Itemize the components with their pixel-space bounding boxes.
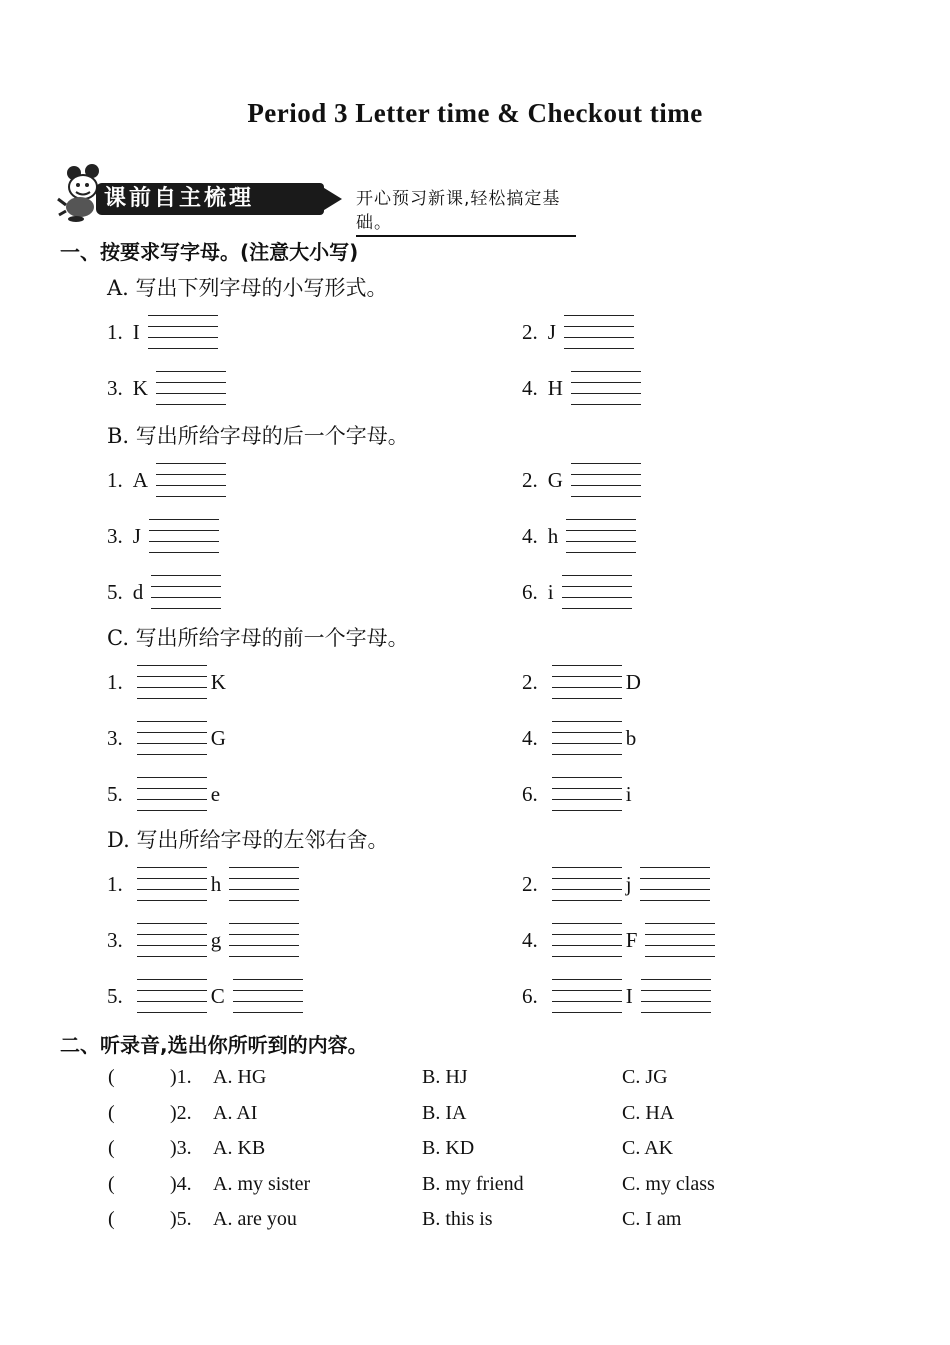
given-letter: H — [547, 375, 563, 400]
option-a: A. my sister — [213, 1172, 311, 1195]
letter-item — [107, 574, 225, 610]
letter-item — [522, 866, 714, 902]
item-number: 4. — [522, 927, 538, 952]
answer-blank[interactable]: ( — [108, 1208, 115, 1230]
given-letter: b — [625, 725, 637, 750]
option-b: B. KD — [422, 1137, 475, 1159]
answer-lines[interactable] — [137, 665, 207, 699]
listening-question — [108, 1169, 808, 1199]
part-instruction: A. 写出下列字母的小写形式。 — [107, 276, 388, 300]
option-b: B. IA — [422, 1101, 467, 1124]
banner-arrow — [316, 183, 342, 215]
letter-item — [522, 776, 636, 812]
item-number: 4. — [522, 725, 538, 750]
answer-blank[interactable]: ( — [108, 1137, 115, 1159]
answer-lines[interactable] — [571, 371, 641, 405]
answer-lines[interactable] — [233, 979, 303, 1013]
listening-question — [108, 1062, 808, 1092]
item-number: 3. — [107, 725, 123, 750]
option-a: A. AI — [213, 1101, 258, 1124]
given-letter: e — [210, 781, 221, 806]
listening-question — [108, 1133, 808, 1163]
letter-item — [522, 664, 645, 700]
option-c: C. AK — [622, 1137, 674, 1159]
option-a: A. KB — [213, 1137, 266, 1159]
item-number: 3. — [107, 375, 123, 400]
item-number: 1. — [107, 669, 123, 694]
letter-item — [107, 720, 230, 756]
item-number: 2. — [522, 871, 538, 896]
letter-item — [107, 370, 230, 406]
given-letter: G — [547, 467, 563, 492]
answer-lines[interactable] — [640, 867, 710, 901]
given-letter: I — [132, 319, 140, 344]
option-c: C. I am — [622, 1208, 682, 1230]
question-number: )1. — [170, 1066, 192, 1088]
listening-question — [108, 1098, 808, 1128]
question-number: )3. — [170, 1137, 192, 1159]
option-b: B. HJ — [422, 1066, 468, 1088]
item-number: 5. — [107, 781, 123, 806]
option-a: A. HG — [213, 1066, 267, 1088]
item-number: 2. — [522, 319, 538, 344]
question-number: )5. — [170, 1208, 192, 1230]
given-letter: j — [625, 871, 632, 896]
answer-lines[interactable] — [562, 575, 632, 609]
option-c: C. HA — [622, 1101, 675, 1124]
given-letter: G — [210, 725, 226, 750]
answer-blank[interactable]: ( — [108, 1172, 115, 1195]
given-letter: J — [132, 523, 141, 548]
option-a: A. are you — [213, 1208, 297, 1230]
given-letter: d — [132, 579, 144, 604]
letter-item — [522, 518, 640, 554]
item-number: 3. — [107, 523, 123, 548]
answer-lines[interactable] — [645, 923, 715, 957]
letter-item — [107, 518, 223, 554]
answer-lines[interactable] — [552, 979, 622, 1013]
letter-item — [522, 462, 645, 498]
given-letter: F — [625, 927, 638, 952]
item-number: 2. — [522, 669, 538, 694]
given-letter: K — [210, 669, 226, 694]
answer-lines[interactable] — [229, 923, 299, 957]
answer-lines[interactable] — [641, 979, 711, 1013]
item-number: 5. — [107, 983, 123, 1008]
letter-item — [107, 776, 224, 812]
section1-heading: 一、按要求写字母。(注意大小写) — [60, 240, 359, 264]
answer-lines[interactable] — [148, 315, 218, 349]
letter-item — [522, 922, 719, 958]
given-letter: h — [547, 523, 559, 548]
banner-tagline: 开心预习新课,轻松搞定基础。 — [356, 187, 576, 237]
given-letter: C — [210, 983, 225, 1008]
answer-lines[interactable] — [229, 867, 299, 901]
letter-item — [107, 462, 230, 498]
answer-lines[interactable] — [552, 867, 622, 901]
answer-lines[interactable] — [571, 463, 641, 497]
letter-item — [522, 314, 638, 350]
item-number: 1. — [107, 871, 123, 896]
answer-lines[interactable] — [552, 777, 622, 811]
letter-item — [522, 720, 640, 756]
item-number: 1. — [107, 319, 123, 344]
option-c: C. my class — [622, 1172, 715, 1195]
answer-lines[interactable] — [566, 519, 636, 553]
letter-item — [107, 664, 230, 700]
answer-blank[interactable]: ( — [108, 1101, 115, 1124]
answer-lines[interactable] — [552, 923, 622, 957]
answer-lines[interactable] — [552, 665, 622, 699]
given-letter: I — [625, 983, 633, 1008]
item-number: 5. — [107, 579, 123, 604]
answer-lines[interactable] — [137, 867, 207, 901]
item-number: 4. — [522, 375, 538, 400]
given-letter: h — [210, 871, 222, 896]
question-number: )2. — [170, 1101, 192, 1124]
given-letter: J — [547, 319, 556, 344]
answer-lines[interactable] — [137, 777, 207, 811]
given-letter: g — [210, 927, 222, 952]
item-number: 6. — [522, 781, 538, 806]
part-instruction: D. 写出所给字母的左邻右舍。 — [107, 828, 389, 852]
option-b: B. this is — [422, 1208, 493, 1230]
item-number: 2. — [522, 467, 538, 492]
part-instruction: C. 写出所给字母的前一个字母。 — [107, 626, 409, 650]
page-title: Period 3 Letter time & Checkout time — [247, 98, 703, 128]
given-letter: D — [625, 669, 641, 694]
answer-lines[interactable] — [564, 315, 634, 349]
letter-item — [107, 314, 222, 350]
item-number: 6. — [522, 983, 538, 1008]
letter-item — [522, 978, 715, 1014]
question-number: )4. — [170, 1172, 192, 1195]
listening-question — [108, 1204, 808, 1234]
letter-item — [522, 574, 636, 610]
part-instruction: B. 写出所给字母的后一个字母。 — [107, 424, 409, 448]
answer-lines[interactable] — [552, 721, 622, 755]
section2-heading: 二、听录音,选出你所听到的内容。 — [60, 1033, 368, 1057]
option-b: B. my friend — [422, 1172, 524, 1195]
given-letter: i — [625, 781, 632, 806]
answer-lines[interactable] — [156, 371, 226, 405]
letter-item — [107, 866, 303, 902]
answer-lines[interactable] — [137, 721, 207, 755]
item-number: 6. — [522, 579, 538, 604]
given-letter: A — [132, 467, 148, 492]
given-letter: K — [132, 375, 148, 400]
answer-lines[interactable] — [137, 979, 207, 1013]
answer-lines[interactable] — [156, 463, 226, 497]
letter-item — [107, 978, 307, 1014]
banner-label: 课前自主梳理 — [104, 186, 255, 211]
letter-item — [107, 922, 303, 958]
answer-lines[interactable] — [149, 519, 219, 553]
given-letter: i — [547, 579, 554, 604]
answer-lines[interactable] — [137, 923, 207, 957]
letter-item — [522, 370, 645, 406]
option-c: C. JG — [622, 1066, 668, 1088]
item-number: 4. — [522, 523, 538, 548]
answer-lines[interactable] — [151, 575, 221, 609]
item-number: 3. — [107, 927, 123, 952]
item-number: 1. — [107, 467, 123, 492]
section-banner — [56, 163, 576, 233]
answer-blank[interactable]: ( — [108, 1066, 115, 1088]
